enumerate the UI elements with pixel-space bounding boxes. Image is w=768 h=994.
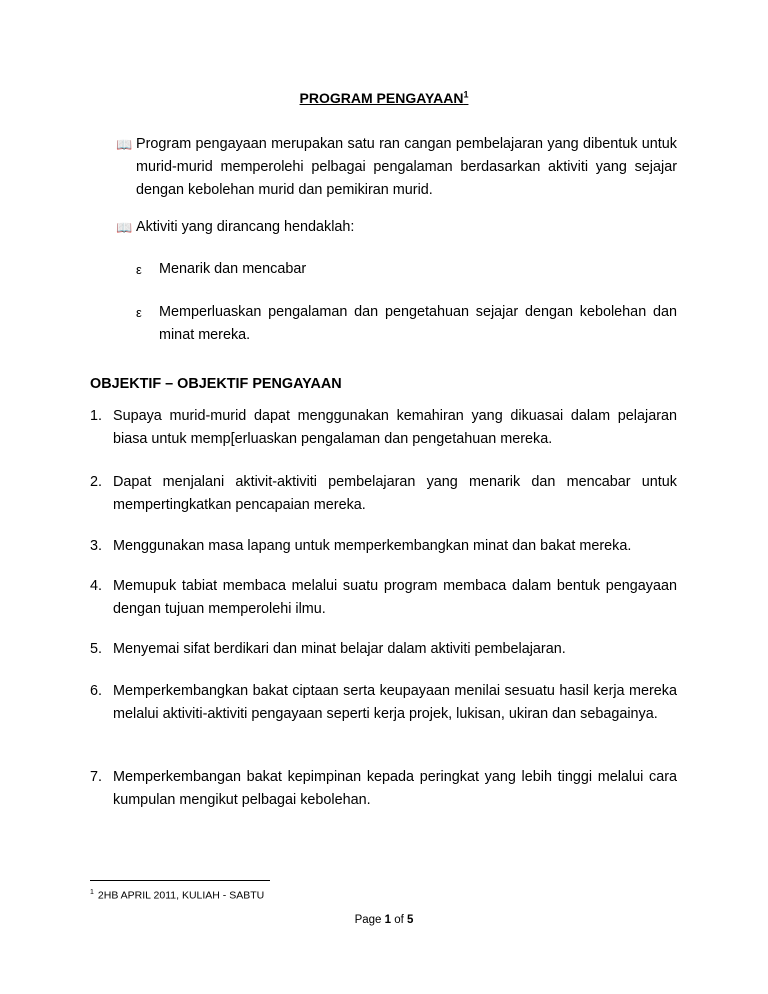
sub-bullet-1: Menarik dan mencabar: [159, 261, 307, 277]
objective-item-6: Memperkembangkan bakat ciptaan serta keupayaan menilai sesuatu hasil kerja mereka melalui aktiviti-aktiviti pengayaan seperti kerja projek, lukisan, ukiran dan sebagainya.: [113, 683, 677, 722]
objective-item-2: Dapat menjalani aktivit-aktiviti pembelajaran yang menarik dan mencabar untuk mempertingkatkan pencapaian mereka.: [113, 474, 677, 513]
objective-number: 5.: [90, 641, 103, 657]
footer-page-label: Page: [354, 914, 382, 926]
section-heading: OBJEKTIF – OBJEKTIF PENGAYAAN: [90, 376, 342, 392]
sub-bullet-2: Memperluaskan pengalaman dan pengetahuan sejajar dengan kebolehan dan minat mereka.: [159, 304, 677, 343]
objective-number: 2.: [90, 474, 103, 490]
page-title: [0, 90, 768, 106]
footnote: [90, 885, 264, 904]
footer-current-page: 1: [384, 914, 392, 926]
title-text: PROGRAM PENGAYAAN: [299, 90, 464, 106]
book-icon: 📖: [116, 137, 133, 152]
objective-number: 3.: [90, 538, 103, 554]
sub-bullet-marker: ε: [136, 262, 142, 277]
footnote-separator: [90, 880, 270, 881]
book-icon: 📖: [116, 220, 133, 235]
objective-item-5: Menyemai sifat berdikari dan minat belajar dalam aktiviti pembelajaran.: [113, 641, 566, 657]
objective-item-7: Memperkembangan bakat kepimpinan kepada peringkat yang lebih tinggi melalui cara kumpulan mengikut pelbagai kebolehan.: [113, 769, 677, 808]
objective-item-3: Menggunakan masa lapang untuk memperkembangkan minat dan bakat mereka.: [113, 538, 632, 554]
sub-bullet-marker: ε: [136, 305, 142, 320]
objective-number: 7.: [90, 769, 103, 785]
page-footer: [0, 914, 768, 926]
intro-bullet-1: Program pengayaan merupakan satu ran cangan pembelajaran yang dibentuk untuk murid-murid memperolehi pelbagai pengalaman berdasarkan aktiviti yang sejajar dengan kebolehan murid dan pemikiran murid.: [136, 136, 677, 198]
objective-item-1: Supaya murid-murid dapat menggunakan kemahiran yang dikuasai dalam pelajaran biasa untuk memp[erluaskan pengalaman dan pengetahuan mereka.: [113, 408, 677, 447]
objective-number: 4.: [90, 578, 103, 594]
objective-number: 1.: [90, 408, 103, 424]
title-footnote-ref[interactable]: 1: [463, 89, 469, 100]
footnote-number: 1: [90, 889, 94, 896]
intro-bullet-2: Aktiviti yang dirancang hendaklah:: [136, 219, 355, 235]
footnote-text: 2HB APRIL 2011, KULIAH - SABTU: [97, 889, 265, 902]
objective-item-4: Memupuk tabiat membaca melalui suatu program membaca dalam bentuk pengayaan dengan tujuan memperolehi ilmu.: [113, 578, 677, 617]
objective-number: 6.: [90, 683, 103, 699]
footer-of-label: of: [394, 914, 404, 926]
footer-total-pages: 5: [407, 914, 414, 926]
